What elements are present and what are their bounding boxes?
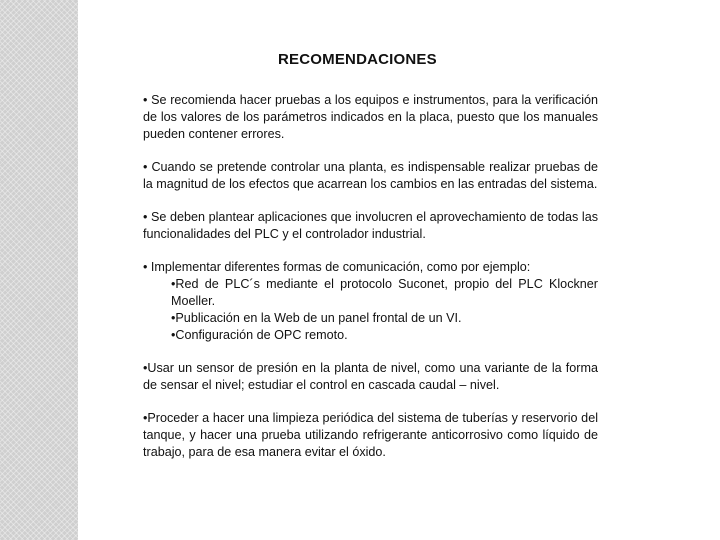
communication-item: •Publicación en la Web de un panel frontal de un VI. — [171, 311, 462, 325]
recommendation-paragraph: •Proceder a hacer una limpieza periódica del sistema de tuberías y reservorio del tanque, y hacer una prueba utilizando refrigerante anticorrosivo como líquido de trabajo, para de esa manera evitar el óxido. — [143, 411, 598, 459]
communication-item: •Red de PLC´s mediante el protocolo Suconet, propio del PLC Klockner Moeller. — [171, 277, 598, 308]
recommendation-paragraph: • Cuando se pretende controlar una planta, es indispensable realizar pruebas de la magnitud de los efectos que acarrean los cambios en las entradas del sistema. — [143, 160, 598, 191]
decorative-side-stripe — [0, 0, 78, 540]
communication-lead: • Implementar diferentes formas de comunicación, como por ejemplo: — [143, 260, 531, 274]
communication-recommendation — [143, 259, 598, 344]
recommendation-paragraph: • Se recomienda hacer pruebas a los equipos e instrumentos, para la verificación de los valores de los parámetros indicados en la placa, puesto que los manuales pueden contener errores. — [143, 93, 598, 141]
communication-item: •Configuración de OPC remoto. — [171, 328, 348, 342]
recommendation-paragraph: • Se deben plantear aplicaciones que involucren el aprovechamiento de todas las funcionalidades del PLC y el controlador industrial. — [143, 210, 598, 241]
recommendation-paragraph: •Usar un sensor de presión en la planta de nivel, como una variante de la forma de sensar el nivel; estudiar el control en cascada caudal – nivel. — [143, 361, 598, 392]
page-title: RECOMENDACIONES — [278, 51, 437, 68]
recommendations-body — [143, 92, 598, 477]
